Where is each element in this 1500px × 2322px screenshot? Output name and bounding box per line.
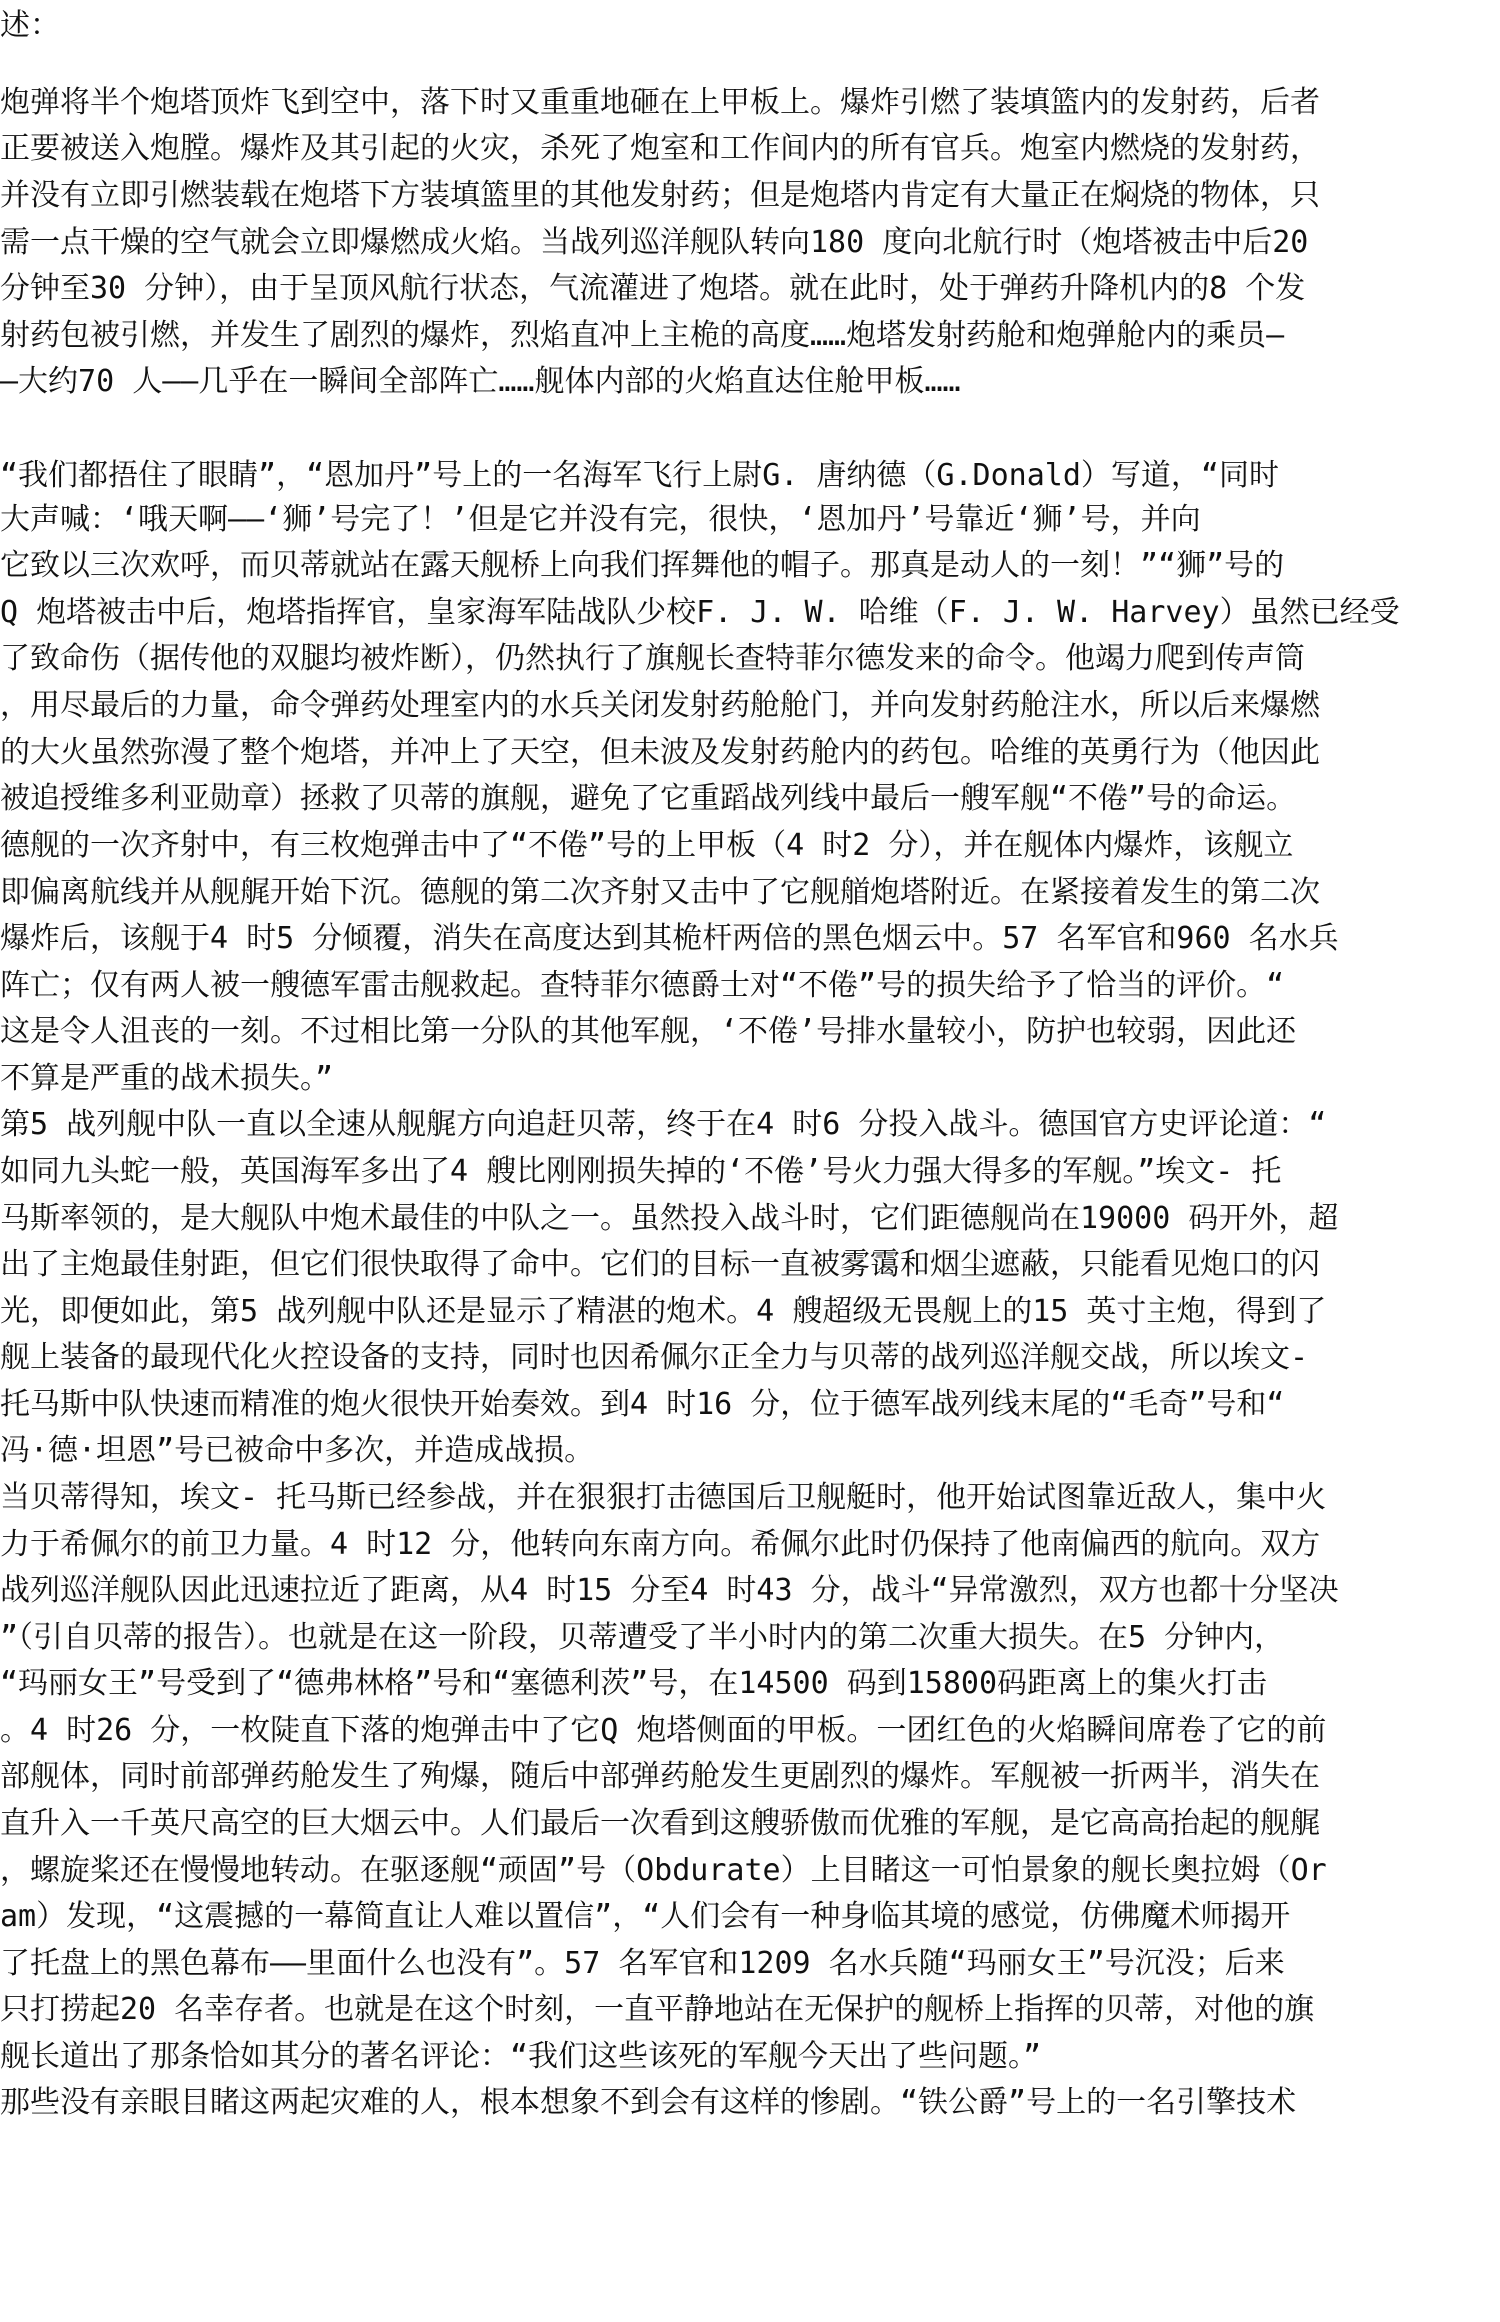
- text-line: am）发现，“这震撼的一幕简直让人难以置信”，“人们会有一种身临其境的感觉，仿佛魔术师揭开: [0, 1899, 1291, 1934]
- text-line: 只打捞起20 名幸存者。也就是在这个时刻，一直平静地站在无保护的舰桥上指挥的贝蒂，对他的旗: [0, 1992, 1315, 2027]
- text-line: 了托盘上的黑色幕布——里面什么也没有”。57 名军官和1209 名水兵随“玛丽女王”号沉没；后来: [0, 1946, 1285, 1981]
- text-line: 这是令人沮丧的一刻。不过相比第一分队的其他军舰，‘不倦’号排水量较小，防护也较弱，因此还: [0, 1014, 1297, 1049]
- text-line: 即偏离航线并从舰艉开始下沉。德舰的第二次齐射又击中了它舰艏炮塔附近。在紧接着发生的第二次: [0, 875, 1320, 910]
- text-line: 分钟至30 分钟），由于呈顶风航行状态，气流灌进了炮塔。就在此时，处于弹药升降机内的8 个发: [0, 271, 1306, 306]
- text-line: ，螺旋桨还在慢慢地转动。在驱逐舰“顽固”号（Obdurate）上目睹这一可怕景象的舰长奥拉姆（Or: [0, 1853, 1327, 1888]
- text-line: 述：: [0, 8, 60, 43]
- text-line: ”（引自贝蒂的报告）。也就是在这一阶段，贝蒂遭受了半小时内的第二次重大损失。在5 分钟内，: [0, 1620, 1285, 1655]
- text-line: 那些没有亲眼目睹这两起灾难的人，根本想象不到会有这样的惨剧。“铁公爵”号上的一名引擎技术: [0, 2085, 1297, 2120]
- text-line: 爆炸后，该舰于4 时5 分倾覆，消失在高度达到其桅杆两倍的黑色烟云中。57 名军官和960 名水兵: [0, 921, 1339, 956]
- text-line: 需一点干燥的空气就会立即爆燃成火焰。当战列巡洋舰队转向180 度向北航行时（炮塔被击中后20: [0, 225, 1309, 260]
- text-line: Q 炮塔被击中后，炮塔指挥官，皇家海军陆战队少校F. J. W. 哈维（F. J. W. Harvey）虽然已经受: [0, 595, 1400, 630]
- text-line: 出了主炮最佳射距，但它们很快取得了命中。它们的目标一直被雾霭和烟尘遮蔽，只能看见炮口的闪: [0, 1247, 1320, 1282]
- text-line: 阵亡；仅有两人被一艘德军雷击舰救起。查特菲尔德爵士对“不倦”号的损失给予了恰当的评价。“: [0, 968, 1285, 1003]
- text-line: 部舰体，同时前部弹药舱发生了殉爆，随后中部弹药舱发生更剧烈的爆炸。军舰被一折两半，消失在: [0, 1759, 1320, 1794]
- text-line: 托马斯中队快速而精准的炮火很快开始奏效。到4 时16 分，位于德军战列线末尾的“毛奇”号和“: [0, 1387, 1285, 1422]
- text-line: 不算是严重的战术损失。”: [0, 1061, 334, 1096]
- text-line: 如同九头蛇一般，英国海军多出了4 艘比刚刚损失掉的‘不倦’号火力强大得多的军舰。”埃文- 托: [0, 1154, 1282, 1189]
- text-line: “玛丽女王”号受到了“德弗林格”号和“塞德利茨”号，在14500 码到15800码距离上的集火打击: [0, 1666, 1268, 1701]
- text-line: “我们都捂住了眼睛”，“恩加丹”号上的一名海军飞行上尉G. 唐纳德（G.Donald）写道，“同时: [0, 458, 1279, 493]
- text-line: 战列巡洋舰队因此迅速拉近了距离，从4 时15 分至4 时43 分，战斗“异常激烈，双方也都十分坚决: [0, 1573, 1339, 1608]
- text-line: 的大火虽然弥漫了整个炮塔，并冲上了天空，但未波及发射药舱内的药包。哈维的英勇行为（他因此: [0, 735, 1320, 770]
- text-line: 它致以三次欢呼，而贝蒂就站在露天舰桥上向我们挥舞他的帽子。那真是动人的一刻！”“狮”号的: [0, 548, 1285, 583]
- text-line: 了致命伤（据传他的双腿均被炸断），仍然执行了旗舰长查特菲尔德发来的命令。他竭力爬到传声筒: [0, 641, 1305, 676]
- text-line: 冯·德·坦恩”号已被命中多次，并造成战损。: [0, 1433, 595, 1468]
- text-line: 马斯率领的，是大舰队中炮术最佳的中队之一。虽然投入战斗时，它们距德舰尚在19000 码开外，超: [0, 1201, 1339, 1236]
- text-line: 第5 战列舰中队一直以全速从舰艉方向追赶贝蒂，终于在4 时6 分投入战斗。德国官方史评论道：“: [0, 1107, 1327, 1142]
- text-line: 力于希佩尔的前卫力量。4 时12 分，他转向东南方向。希佩尔此时仍保持了他南偏西的航向。双方: [0, 1527, 1321, 1562]
- text-line: 舰上装备的最现代化火控设备的支持，同时也因希佩尔正全力与贝蒂的战列巡洋舰交战，所以埃文-: [0, 1340, 1309, 1375]
- text-line: 当贝蒂得知，埃文- 托马斯已经参战，并在狠狠打击德国后卫舰艇时，他开始试图靠近敌人，集中火: [0, 1480, 1327, 1515]
- text-line: 大声喊：‘哦天啊——‘狮’号完了！’但是它并没有完，很快，‘恩加丹’号靠近‘狮’号，并向: [0, 502, 1201, 537]
- text-line: 德舰的一次齐射中，有三枚炮弹击中了“不倦”号的上甲板（4 时2 分），并在舰体内爆炸，该舰立: [0, 828, 1294, 863]
- text-line: 并没有立即引燃装载在炮塔下方装填篮里的其他发射药；但是炮塔内肯定有大量正在焖烧的物体，只: [0, 178, 1320, 213]
- text-line: 被追授维多利亚勋章）拯救了贝蒂的旗舰，避免了它重蹈战列线中最后一艘军舰“不倦”号的命运。: [0, 781, 1297, 816]
- text-line: 直升入一千英尺高空的巨大烟云中。人们最后一次看到这艘骄傲而优雅的军舰，是它高高抬起的舰艉: [0, 1806, 1320, 1841]
- text-line: 正要被送入炮膛。爆炸及其引起的火灾，杀死了炮室和工作间内的所有官兵。炮室内燃烧的发射药，: [0, 131, 1320, 166]
- text-line: 射药包被引燃，并发生了剧烈的爆炸，烈焰直冲上主桅的高度……炮塔发射药舱和炮弹舱内的乘员—: [0, 318, 1285, 353]
- text-line: 光，即便如此，第5 战列舰中队还是显示了精湛的炮术。4 艘超级无畏舰上的15 英寸主炮，得到了: [0, 1294, 1327, 1329]
- text-line: 。4 时26 分，一枚陡直下落的炮弹击中了它Q 炮塔侧面的甲板。一团红色的火焰瞬间席卷了它的前: [0, 1713, 1327, 1748]
- text-line: 舰长道出了那条恰如其分的著名评论：“我们这些该死的军舰今天出了些问题。”: [0, 2039, 1042, 2074]
- text-line: 炮弹将半个炮塔顶炸飞到空中，落下时又重重地砸在上甲板上。爆炸引燃了装填篮内的发射药，后者: [0, 85, 1320, 120]
- text-line: ，用尽最后的力量，命令弹药处理室内的水兵关闭发射药舱舱门，并向发射药舱注水，所以后来爆燃: [0, 688, 1320, 723]
- text-line: —大约70 人——几乎在一瞬间全部阵亡……舰体内部的火焰直达住舱甲板……: [0, 364, 961, 399]
